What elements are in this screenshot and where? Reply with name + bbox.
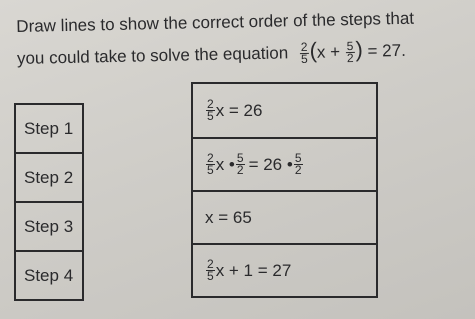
fraction (206, 99, 215, 122)
step-3-box[interactable]: Step 3 (16, 201, 82, 249)
equation-fraction-2 (346, 38, 355, 66)
answers-column (191, 82, 378, 298)
open-paren: ( (309, 37, 318, 63)
equation-x-plus: x + (316, 42, 341, 62)
instructions (16, 3, 467, 74)
step-2-box[interactable]: Step 2 (16, 152, 82, 200)
fraction-numerator: 2 (207, 97, 214, 111)
equation (299, 36, 407, 67)
fraction-denominator: 2 (236, 163, 244, 177)
answer-1-text: x = 26 (215, 100, 263, 120)
close-paren: ) (355, 36, 364, 62)
fraction-numerator: 2 (207, 257, 214, 271)
steps-column (14, 103, 84, 301)
fraction (294, 153, 303, 176)
equation-rhs: = 27. (367, 40, 407, 61)
fraction-denominator: 5 (207, 109, 214, 123)
fraction-numerator: 2 (207, 151, 214, 165)
answer-box-3[interactable] (193, 190, 376, 243)
fraction (206, 259, 215, 282)
answer-box-4[interactable] (193, 243, 376, 296)
instruction-line-1: Draw lines to show the correct order of the steps that (16, 8, 415, 36)
fraction (206, 153, 215, 176)
instruction-line-2-text: you could take to solve the equation (16, 43, 289, 68)
fraction-denominator: 5 (207, 269, 214, 283)
fraction-denominator: 2 (346, 50, 354, 66)
answer-3-text: x = 65 (205, 207, 252, 227)
fraction-numerator: 5 (346, 38, 354, 54)
fraction-denominator: 5 (300, 51, 308, 67)
step-4-box[interactable]: Step 4 (16, 250, 82, 298)
fraction-numerator: 5 (236, 151, 244, 165)
answer-box-2[interactable] (193, 137, 376, 190)
answer-4-text: x + 1 = 27 (215, 260, 292, 280)
fraction-denominator: 5 (207, 163, 214, 177)
answer-2-mid: x • (215, 154, 235, 174)
fraction (236, 153, 245, 176)
fraction-numerator: 2 (300, 39, 308, 55)
fraction-numerator: 5 (294, 151, 302, 165)
fraction-denominator: 2 (294, 163, 302, 177)
answer-box-1[interactable] (193, 84, 376, 137)
step-1-box[interactable]: Step 1 (16, 103, 82, 151)
equation-fraction-1 (300, 39, 309, 67)
answer-2-eq: = 26 • (248, 154, 293, 174)
